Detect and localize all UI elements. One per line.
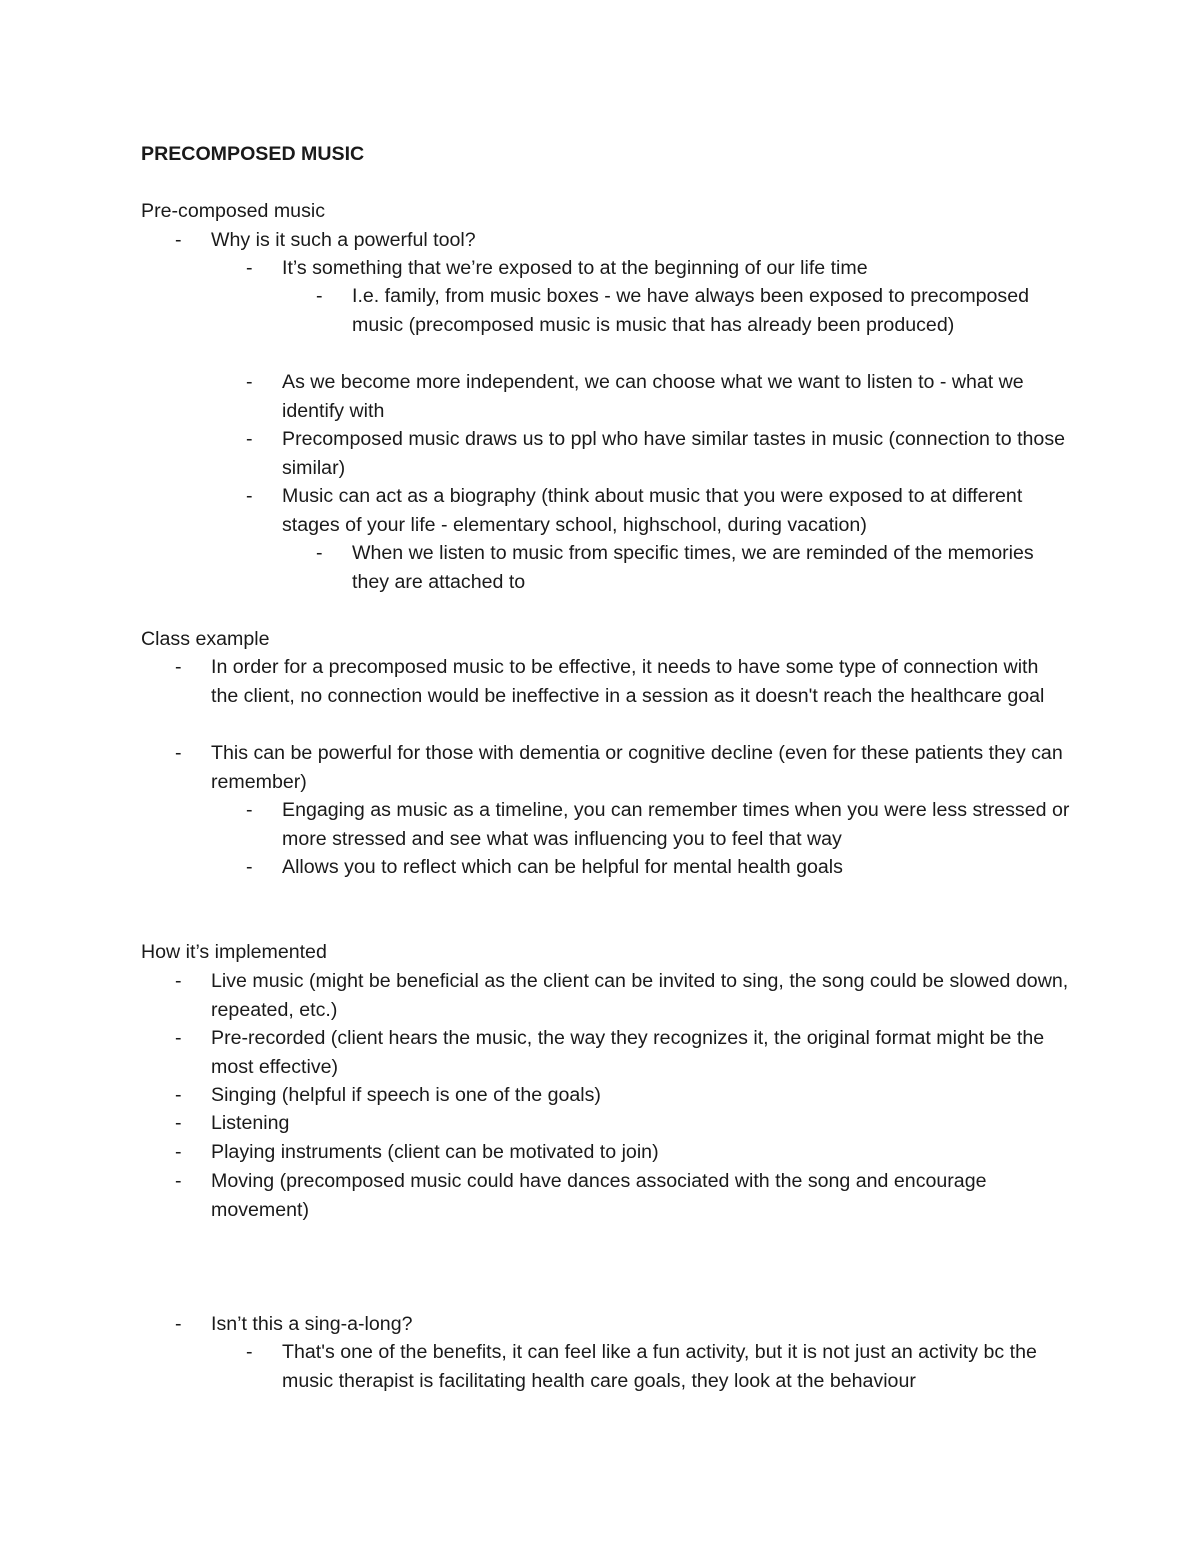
list-item-text: Music can act as a biography (think about music that you were exposed to at different stages of your life - elementary school, highschool, during vacation): [282, 485, 1023, 536]
list-item-text: Why is it such a powerful tool?: [211, 229, 476, 251]
list-item-text: Singing (helpful if speech is one of the goals): [211, 1084, 601, 1106]
list-item: [175, 1024, 1071, 1081]
bullet-dash: -: [175, 970, 182, 992]
list-item-text: This can be powerful for those with dementia or cognitive decline (even for these patients they can remember): [211, 742, 1063, 793]
list-item-text: Isn’t this a sing-a-long?: [211, 1313, 413, 1335]
list-item: [175, 1138, 1071, 1167]
bullet-dash: -: [246, 257, 253, 279]
bullet-dash: -: [246, 1341, 253, 1363]
bullet-dash: -: [246, 428, 253, 450]
list-item-text: When we listen to music from specific times, we are reminded of the memories they are attached to: [352, 542, 1034, 593]
list-item-text: Precomposed music draws us to ppl who have similar tastes in music (connection to those similar): [282, 428, 1066, 479]
list-item-text: It’s something that we’re exposed to at the beginning of our life time: [282, 257, 868, 279]
list-item-text: Pre-recorded (client hears the music, the way they recognizes it, the original format might be the most effective): [211, 1027, 1045, 1078]
bullet-dash: -: [175, 1170, 182, 1192]
list-item: [316, 282, 1072, 339]
list-item: [175, 653, 1071, 710]
bullet-dash: -: [175, 1141, 182, 1163]
list-item-text: Live music (might be beneficial as the client can be invited to sing, the song could be slowed down, repeated, etc.): [211, 970, 1069, 1021]
list-item: [175, 226, 1071, 255]
list-item-text: I.e. family, from music boxes - we have always been exposed to precomposed music (precomposed music is music that has already been produced): [352, 285, 1030, 336]
list-item-text: Moving (precomposed music could have dances associated with the song and encourage movement): [211, 1170, 987, 1221]
bullet-dash: -: [246, 371, 253, 393]
bullet-dash: -: [316, 285, 323, 307]
section-heading-pre-composed: Pre-composed music: [141, 200, 326, 222]
list-item: [246, 425, 1072, 482]
list-item: [175, 1109, 1071, 1138]
list-item: [316, 539, 1072, 596]
list-item: [175, 1310, 1071, 1339]
bullet-dash: -: [175, 1313, 182, 1335]
list-item: [246, 853, 1072, 882]
list-item-text: Listening: [211, 1112, 290, 1134]
bullet-dash: -: [175, 742, 182, 764]
list-item: [175, 739, 1071, 796]
list-item: [175, 1167, 1071, 1224]
bullet-dash: -: [175, 1112, 182, 1134]
bullet-dash: -: [246, 485, 253, 507]
list-item: [246, 1338, 1072, 1395]
bullet-dash: -: [175, 656, 182, 678]
bullet-dash: -: [246, 856, 253, 878]
section-heading-class-example: Class example: [141, 628, 270, 650]
list-item-text: That's one of the benefits, it can feel like a fun activity, but it is not just an activity bc the music therapist is facilitating health care goals, they look at the behaviour: [282, 1341, 1037, 1392]
bullet-dash: -: [316, 542, 323, 564]
list-item: [175, 967, 1071, 1024]
page-title: PRECOMPOSED MUSIC: [141, 143, 365, 165]
list-item-text: Playing instruments (client can be motivated to join): [211, 1141, 659, 1163]
bullet-dash: -: [246, 799, 253, 821]
list-item: [175, 1081, 1071, 1110]
list-item: [246, 254, 1072, 283]
list-item: [246, 482, 1072, 539]
list-item: [246, 796, 1072, 853]
bullet-dash: -: [175, 229, 182, 251]
list-item: [246, 368, 1072, 425]
list-item-text: Allows you to reflect which can be helpful for mental health goals: [282, 856, 843, 878]
list-item-text: In order for a precomposed music to be effective, it needs to have some type of connection with the client, no connection would be ineffective in a session as it doesn't reach the healthcare goal: [211, 656, 1045, 707]
list-item-text: Engaging as music as a timeline, you can remember times when you were less stressed or more stressed and see what was influencing you to feel that way: [282, 799, 1070, 850]
list-item-text: As we become more independent, we can choose what we want to listen to - what we identify with: [282, 371, 1024, 422]
bullet-dash: -: [175, 1027, 182, 1049]
section-heading-implemented: How it’s implemented: [141, 941, 327, 963]
bullet-dash: -: [175, 1084, 182, 1106]
